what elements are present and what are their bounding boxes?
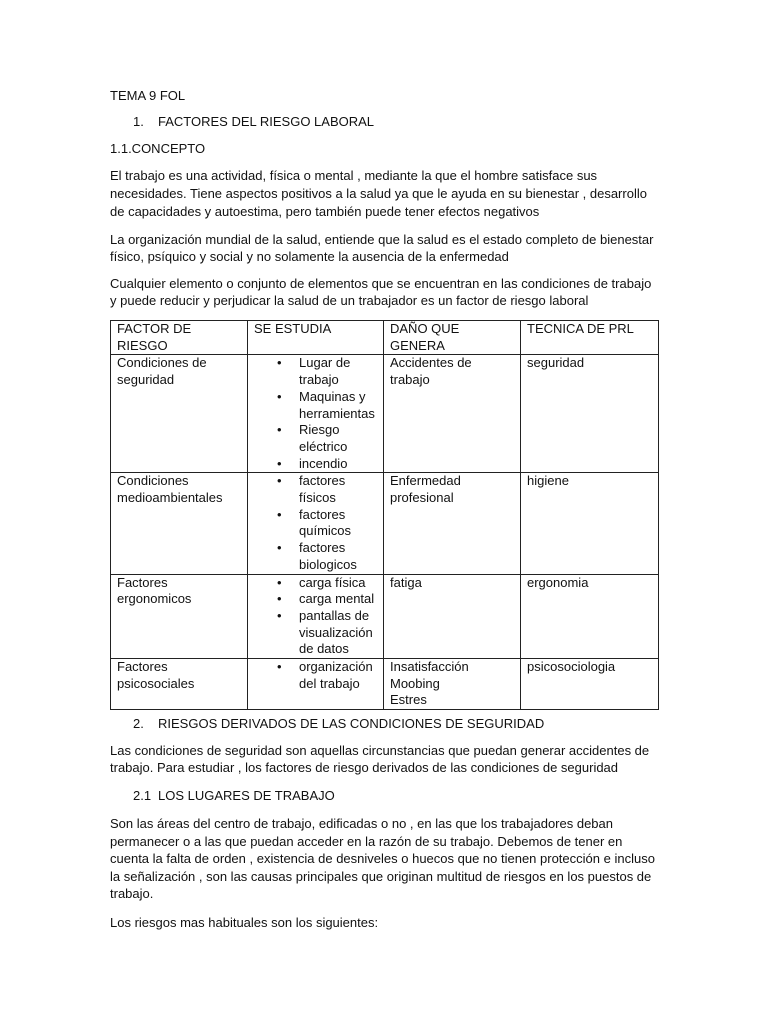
list-item: • pantallas de visualización de datos	[254, 608, 377, 658]
list-item: • factores físicos	[254, 473, 377, 506]
list-item: • Lugar de trabajo	[254, 355, 377, 388]
list-item: • factores biologicos	[254, 540, 377, 573]
risk-factor-cell: Condiciones de seguridad	[111, 355, 248, 473]
studies-list	[254, 659, 377, 692]
risk-factor-cell: Condiciones medioambientales	[111, 473, 248, 574]
list-item: • carga física	[254, 575, 377, 592]
table-row	[111, 355, 659, 473]
subsection-2-1-heading	[133, 787, 678, 804]
studies-list	[254, 575, 377, 659]
paragraph-workplaces: Son las áreas del centro de trabajo, edificadas o no , en las que los trabajadores deban permanecer o a las que puedan acceder en la razón de su trabajo. Debemos de tener en cuenta la falta de orden , existencia de desniveles o huecos que no tienen protección e incluso la señalización , son las causas principales que originan multitud de riesgos en los puestos de trabajo.	[110, 816, 655, 902]
table-header-cell: FACTOR DE RIESGO	[111, 321, 248, 355]
table-header-cell: DAÑO QUE GENERA	[384, 321, 521, 355]
damage-line: fatiga	[390, 574, 422, 590]
technique-cell: higiene	[521, 473, 659, 574]
studies-cell	[248, 574, 384, 659]
list-item: • organización del trabajo	[254, 659, 377, 692]
damage-line: Insatisfacción	[390, 659, 469, 675]
table-row	[111, 659, 659, 710]
paragraph-who-health: La organización mundial de la salud, entiende que la salud es el estado completo de bienestar físico, psíquico y social y no solamente la ausencia de la enfermedad	[110, 232, 654, 264]
list-item: • Riesgo eléctrico	[254, 422, 377, 455]
list-item: • Maquinas y herramientas	[254, 389, 377, 422]
studies-list	[254, 355, 377, 472]
list-item: • incendio	[254, 456, 377, 473]
damage-cell	[384, 473, 521, 574]
section-2-title: RIESGOS DERIVADOS DE LAS CONDICIONES DE SEGURIDAD	[158, 716, 545, 731]
damage-line: Accidentes de trabajo	[390, 355, 472, 388]
damage-line: Estres	[390, 692, 427, 708]
damage-cell	[384, 659, 521, 710]
section-1-title: FACTORES DEL RIESGO LABORAL	[158, 114, 375, 129]
subsection-2-1-number: 2.1	[133, 788, 152, 803]
studies-cell	[248, 355, 384, 473]
paragraph-safety-conditions: Las condiciones de seguridad son aquellas circunstancias que puedan generar accidentes de trabajo. Para estudiar , los factores de riesgo derivados de las condiciones de seguridad	[110, 743, 650, 775]
risk-factor-cell: Factores psicosociales	[111, 659, 248, 710]
studies-cell	[248, 473, 384, 574]
technique-cell: seguridad	[521, 355, 659, 473]
damage-line: Moobing	[390, 675, 440, 691]
section-1-heading	[133, 113, 678, 130]
studies-cell	[248, 659, 384, 710]
risk-factors-table	[110, 320, 659, 710]
damage-cell	[384, 355, 521, 473]
technique-cell: ergonomia	[521, 574, 659, 659]
studies-list	[254, 473, 377, 573]
section-2-heading	[133, 715, 678, 732]
section-2-number: 2.	[133, 716, 144, 731]
table-row	[111, 574, 659, 659]
subsection-1-1-heading: 1.1.CONCEPTO	[110, 141, 206, 156]
paragraph-common-risks: Los riesgos mas habituales son los siguientes:	[110, 915, 379, 930]
table-header-row	[111, 321, 659, 355]
risk-factor-cell: Factores ergonomicos	[111, 574, 248, 659]
section-1-number: 1.	[133, 114, 144, 129]
list-item: • factores químicos	[254, 507, 377, 540]
table-header-cell: TECNICA DE PRL	[521, 321, 659, 355]
paragraph-risk-factor: Cualquier elemento o conjunto de elementos que se encuentran en las condiciones de trabajo y puede reducir y perjudicar la salud de un trabajador es un factor de riesgo laboral	[110, 276, 652, 308]
list-item: • carga mental	[254, 591, 377, 608]
table-header-cell: SE ESTUDIA	[248, 321, 384, 355]
paragraph-work-definition: El trabajo es una actividad, física o mental , mediante la que el hombre satisface sus necesidades. Tiene aspectos positivos a la salud ya que le ayuda en su bienestar , desarrollo de capacidades y autoestima, pero también puede tener efectos negativos	[110, 168, 647, 219]
table-row	[111, 473, 659, 574]
damage-cell	[384, 574, 521, 659]
technique-cell: psicosociologia	[521, 659, 659, 710]
damage-line: Enfermedad profesional	[390, 473, 461, 506]
subsection-2-1-title: LOS LUGARES DE TRABAJO	[158, 788, 335, 803]
document-title: TEMA 9 FOL	[110, 88, 186, 103]
